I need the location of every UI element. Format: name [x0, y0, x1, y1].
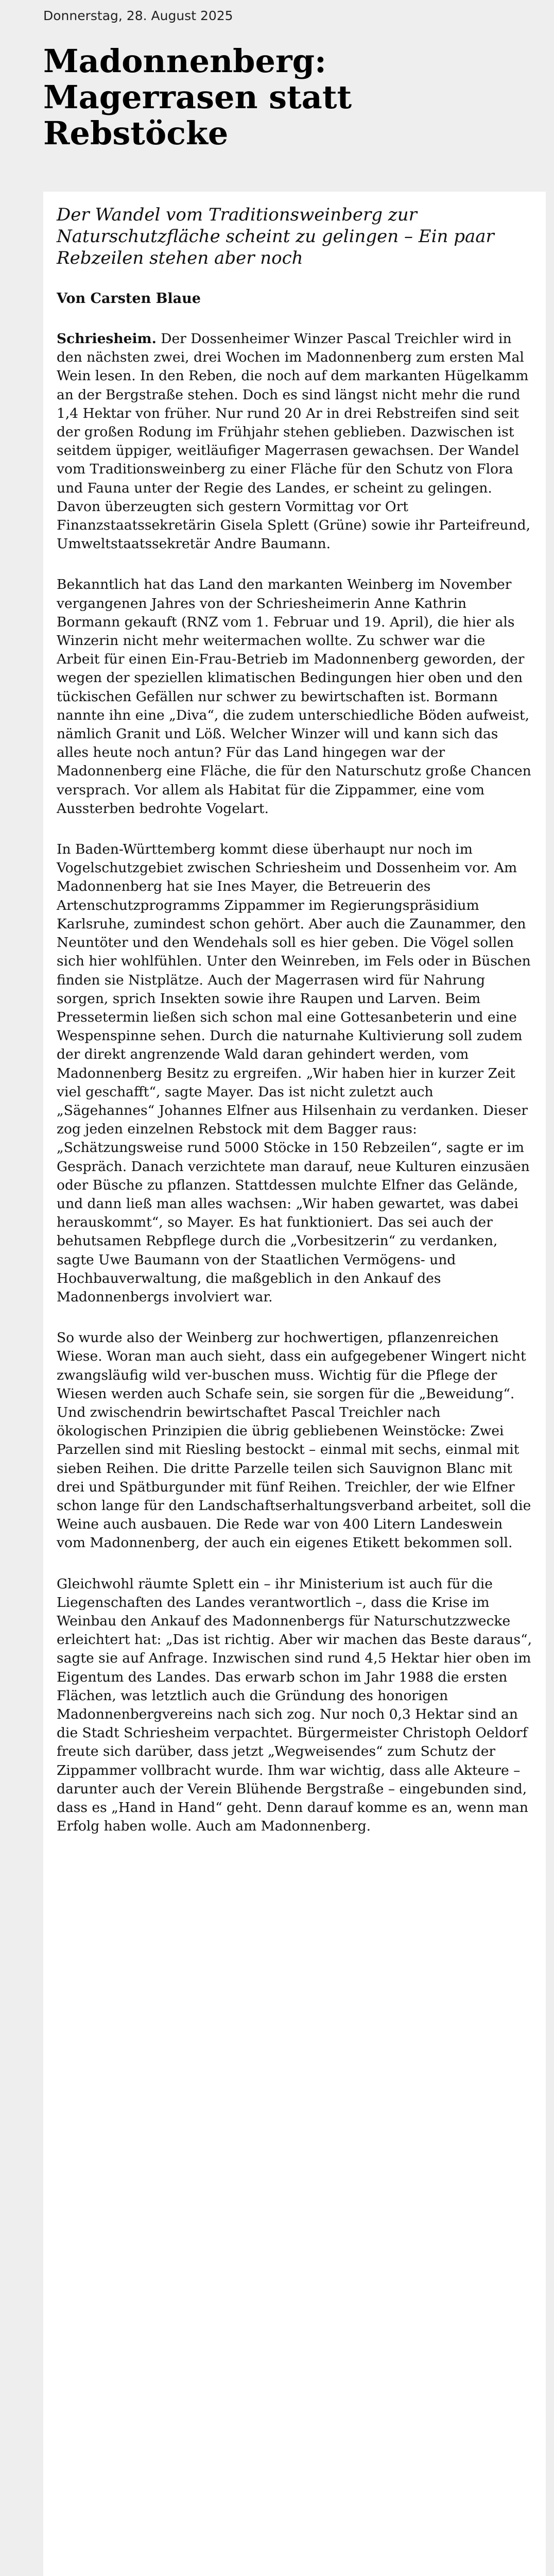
article-paragraph: Gleichwohl räumte Splett ein – ihr Ministerium ist auch für die Liegenschaften des Landes verantwortlich –, dass die Krise im Weinbau den Ankauf des Madonnenbergs für Naturschutzzwecke erleichtert hat: „Das ist richtig. Aber wir machen das Beste daraus“, sagte sie auf Anfrage. Inzwischen sind rund 4,5 Hektar hier oben im Eigentum des Landes. Das erwarb schon im Jahr 1988 die ersten Flächen, was letztlich auch die Gründung des honorigen Madonnenbergvereins nach sich zog. Nur noch 0,3 Hektar sind an die Stadt Schriesheim verpachtet. Bürgermeister Christoph Oeldorf freute sich darüber, dass jetzt „Wegweisendes“ zum Schutz der Zippammer vollbracht wurde. Ihm war wichtig, dass alle Akteure – darunter auch der Verein Blühende Bergstraße – eingebunden sind, dass es „Hand in Hand“ geht. Denn darauf komme es an, wenn man Erfolg haben wolle. Auch am Madonnenberg.: [57, 1575, 532, 1835]
article-teaser: Der Wandel vom Traditionsweinberg zur Naturschutzfläche scheint zu gelingen – Ein paar Rebzeilen stehen aber noch: [57, 205, 494, 268]
paragraph-text: Der Dossenheimer Winzer Pascal Treichler wird in den nächsten zwei, drei Wochen im Madonnenberg zum ersten Mal Wein lesen. In den Reben, die noch auf dem markanten Hügelkamm an der Bergstraße stehen. Doch es sind längst nicht mehr die rund 1,4 Hektar von früher. Nur rund 20 Ar in drei Rebstreifen sind seit der großen Rodung im Frühjahr stehen geblieben. Dazwischen ist seitdem üppiger, weitläufiger Magerrasen gewachsen. Der Wandel vom Traditionsweinberg zu einer Fläche für den Schutz von Flora und Fauna unter der Regie des Landes, er scheint zu gelingen. Davon überzeugten sich gestern Vormittag vor Ort Finanzstaatssekretärin Gisela Splett (Grüne) sowie ihr Parteifreund, Umweltstaatssekretär Andre Baumann.: [57, 331, 531, 552]
article-body: [43, 192, 546, 2576]
issue-date: Donnerstag, 28. August 2025: [43, 8, 233, 23]
article-paragraph: In Baden-Württemberg kommt diese überhaupt nur noch im Vogelschutzgebiet zwischen Schriesheim und Dossenheim vor. Am Madonnenberg hat sie Ines Mayer, die Betreuerin des Artenschutzprogramms Zippammer im Regierungspräsidium Karlsruhe, zumindest schon gehört. Aber auch die Zaunammer, den Neuntöter und den Wendehals soll es hier geben. Die Vögel sollen sich hier wohlfühlen. Unter den Weinreben, im Fels oder in Büschen finden sie Nistplätze. Auch der Magerrasen wird für Nahrung sorgen, sprich Insekten sowie ihre Raupen und Larven. Beim Pressetermin ließen sich schon mal eine Gottesanbeterin und eine Wespenspinne sehen. Durch die naturnahe Kultivierung soll zudem der direkt angrenzende Wald daran gehindert werden, vom Madonnenberg Besitz zu ergreifen. „Wir haben hier in kurzer Zeit viel geschafft“, sagte Mayer. Das ist nicht zuletzt auch „Sägehannes“ Johannes Elfner aus Hilsenhain zu verdanken. Dieser zog jeden einzelnen Rebstock mit dem Bagger raus: „Schätzungsweise rund 5000 Stöcke in 150 Rebzeilen“, sagte er im Gespräch. Danach verzichtete man darauf, neue Kulturen einzusäen oder Büsche zu pflanzen. Stattdessen mulchte Elfner das Gelände, und dann ließ man alles wachsen: „Wir haben gewartet, was dabei herauskommt“, so Mayer. Es hat funktioniert. Das sei auch der behutsamen Rebpflege durch die „Vorbesitzerin“ zu verdanken, sagte Uwe Baumann von der Staatlichen Vermögens- und Hochbauverwaltung, die maßgeblich in den Ankauf des Madonnenbergs involviert war.: [57, 841, 531, 1305]
article-paragraph: Bekanntlich hat das Land den markanten Weinberg im November vergangenen Jahres von der Schriesheimerin Anne Kathrin Bormann gekauft (RNZ vom 1. Februar und 19. April), die hier als Winzerin nicht mehr weitermachen wollte. Zu schwer war die Arbeit für einen Ein-Frau-Betrieb im Madonnenberg geworden, der wegen der speziellen klimatischen Bedingungen hier oben und den tückischen Gefällen nur schwer zu bewirtschaften ist. Bormann nannte ihn eine „Diva“, die zudem unterschiedliche Böden aufweist, nämlich Granit und Löß. Welcher Winzer will und kann sich das alles heute noch antun? Für das Land hingegen war der Madonnenberg eine Fläche, die für den Naturschutz große Chancen versprach. Vor allem als Habitat für die Zippammer, eine vom Aussterben bedrohte Vogelart.: [57, 577, 531, 817]
article-paragraph: [57, 330, 532, 553]
article-byline: Von Carsten Blaue: [57, 291, 201, 307]
article-headline: Madonnenberg: Magerrasen statt Rebstöcke: [43, 42, 352, 152]
article-dateline: Schriesheim.: [57, 331, 157, 347]
article-paragraph: So wurde also der Weinberg zur hochwertigen, pflanzenreichen Wiese. Woran man auch sieht, dass ein aufgegebener Wingert nicht zwangsläufig wild ver-buschen muss. Wichtig für die Pflege der Wiesen werden auch Schafe sein, sie sorgen für die „Beweidung“. Und zwischendrin bewirtschaftet Pascal Treichler nach ökologischen Prinzipien die übrig gebliebenen Weinstöcke: Zwei Parzellen sind mit Riesling bestockt – einmal mit sechs, einmal mit sieben Reihen. Die dritte Parzelle teilen sich Sauvignon Blanc mit drei und Spätburgunder mit fünf Reihen. Treichler, der wie Elfner schon lange für den Landschaftserhaltungsverband arbeitet, soll die Weine auch ausbauen. Die Rede war von 400 Litern Landeswein vom Madonnenberg, der auch ein eigenes Etikett bekommen soll.: [57, 1330, 531, 1551]
